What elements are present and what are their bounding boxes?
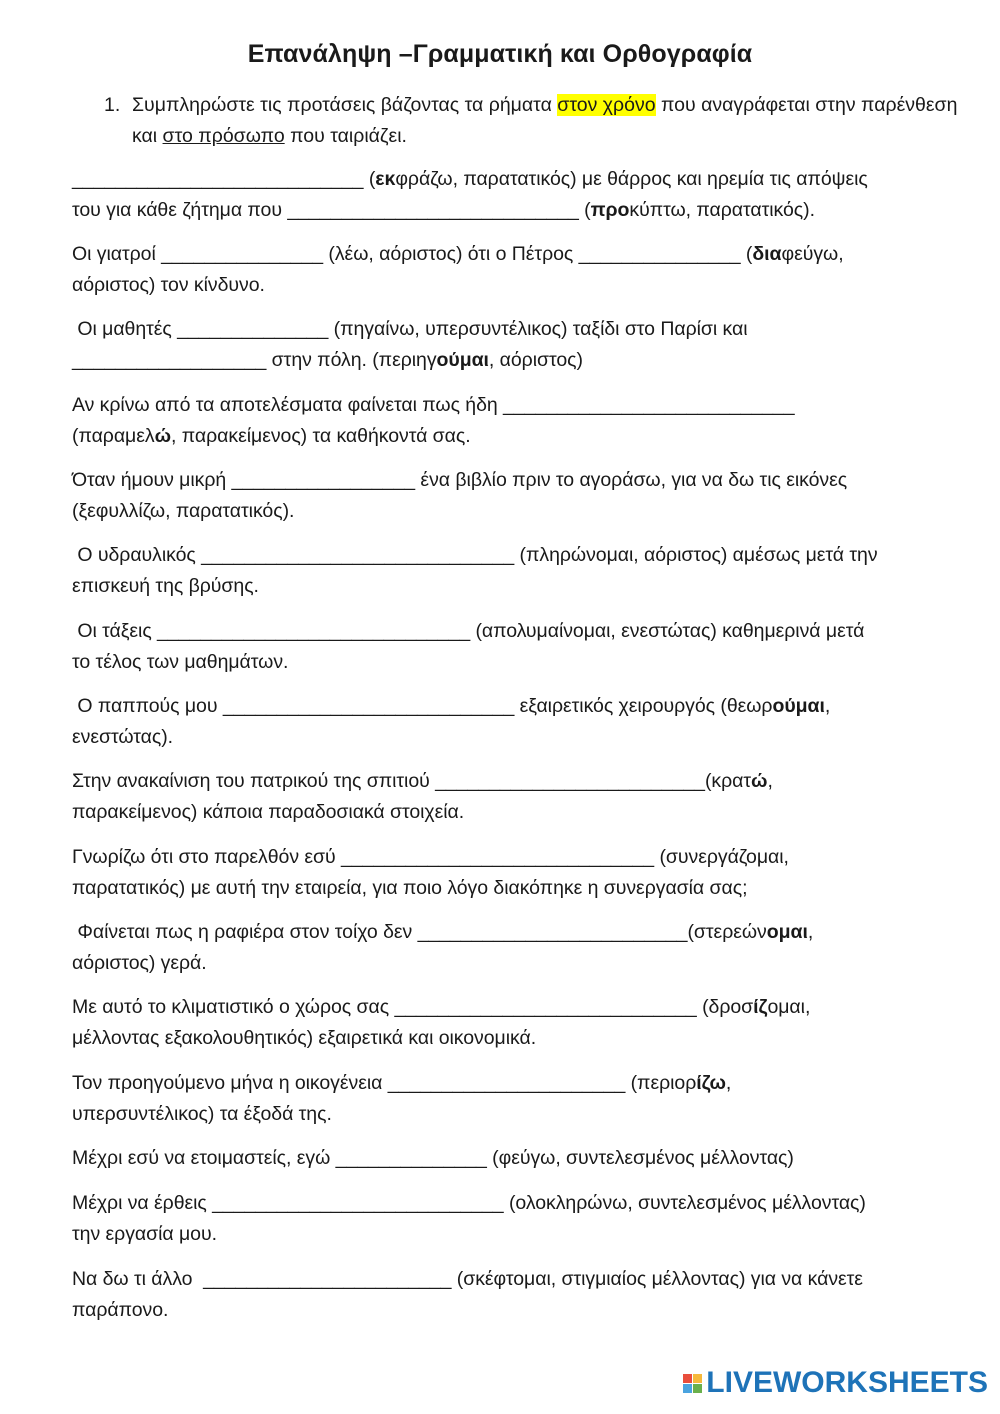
exercise-text: Γνωρίζω ότι στο παρελθόν εσύ _____________________________ (συνεργάζομαι,	[72, 846, 789, 868]
exercise-text: υπερσυντέλικος) τα έξοδά της.	[72, 1103, 332, 1125]
exercise-text: ,	[824, 695, 831, 717]
exercise-text: παράπονο.	[72, 1299, 169, 1321]
exercise-item	[72, 1264, 962, 1326]
exercise-text: Οι γιατροί _______________ (λέω, αόριστος) ότι ο Πέτρος _______________ (	[72, 243, 753, 265]
brand-name: LIVEWORKSHEETS	[706, 1366, 988, 1399]
exercise-text: αόριστος) τον κίνδυνο.	[72, 274, 265, 296]
bold-word-part: δια	[752, 243, 782, 265]
bold-word-part: ώ	[751, 770, 768, 792]
exercise-item	[72, 465, 962, 527]
exercise-text: παρατατικός) με αυτή την εταιρεία, για ποιο λόγο διακόπηκε η συνεργασία σας;	[72, 877, 748, 899]
logo-icon	[683, 1374, 702, 1393]
bold-word-part: ομαι	[766, 921, 808, 943]
exercise-text: Αν κρίνω από τα αποτελέσματα φαίνεται πως ήδη ___________________________	[72, 394, 795, 416]
bold-word-part: προ	[590, 199, 630, 221]
bold-word-part: ούμαι	[772, 695, 825, 717]
exercise-text: ενεστώτας).	[72, 726, 174, 748]
exercise-item	[72, 616, 962, 678]
exercise-text: την εργασία μου.	[72, 1223, 217, 1245]
exercise-text: Όταν ήμουν μικρή _________________ ένα βιβλίο πριν το αγοράσω, για να δω τις εικόνες	[72, 469, 848, 491]
exercise-item	[72, 1188, 962, 1250]
exercise-text: αόριστος) γερά.	[72, 952, 207, 974]
logo-square	[693, 1374, 702, 1383]
exercise-text: Να δω τι άλλο _______________________ (σκέφτομαι, στιγμιαίος μέλλοντας) για να κάνετε	[72, 1268, 863, 1290]
logo-square	[693, 1384, 702, 1393]
instruction-text	[132, 90, 964, 152]
exercise-item	[72, 992, 962, 1054]
instruction-text-part: που ταιριάζει.	[284, 125, 407, 147]
exercise-text: Στην ανακαίνιση του πατρικού της σπιτιού _________________________(κρατ	[72, 770, 752, 792]
page-title: Επανάληψη –Γραμματική και Ορθογραφία	[247, 40, 753, 68]
exercise-text: Οι μαθητές ______________ (πηγαίνω, υπερσυντέλικος) ταξίδι στο Παρίσι και	[72, 318, 748, 340]
exercise-text: Ο υδραυλικός _____________________________ (πληρώνομαι, αόριστος) αμέσως μετά την	[72, 544, 878, 566]
exercise-item	[72, 164, 962, 226]
exercise-text: φεύγω,	[781, 243, 844, 265]
bold-word-part: ούμαι	[436, 349, 489, 371]
bold-word-part: ώ	[154, 425, 172, 447]
exercise-text: το τέλος των μαθημάτων.	[72, 651, 289, 673]
liveworksheets-logo	[683, 1366, 988, 1400]
exercise-text: κύπτω, παρατατικός).	[629, 199, 815, 221]
bold-word-part: ίζω	[696, 1072, 726, 1094]
exercise-item	[72, 1143, 962, 1174]
highlighted-text: στον χρόνο	[557, 94, 656, 116]
exercise-text: ομαι,	[767, 996, 811, 1018]
exercise-item	[72, 1068, 962, 1130]
instruction	[104, 90, 964, 152]
exercise-text: , αόριστος)	[488, 349, 583, 371]
exercise-text: ,	[767, 770, 773, 792]
exercise-item	[72, 390, 962, 452]
exercise-text: Ο παππούς μου ___________________________ εξαιρετικός χειρουργός (θεωρ	[72, 695, 773, 717]
instruction-text-part: Συμπληρώστε τις προτάσεις βάζοντας τα ρήματα	[132, 94, 558, 116]
exercise-text: __________________ στην πόλη. (περιηγ	[72, 349, 437, 371]
exercise-text: , παρακείμενος) τα καθήκοντά σας.	[171, 425, 471, 447]
exercise-item	[72, 917, 962, 979]
exercise-text: Μέχρι εσύ να ετοιμαστείς, εγώ ______________ (φεύγω, συντελεσμένος μέλλοντας)	[72, 1147, 794, 1169]
logo-square	[683, 1384, 692, 1393]
exercise-text: (ξεφυλλίζω, παρατατικός).	[72, 500, 295, 522]
exercise-text: του για κάθε ζήτημα που ___________________________ (	[72, 199, 591, 221]
exercise-text: επισκευή της βρύσης.	[72, 575, 259, 597]
exercise-text: μέλλοντας εξακολουθητικός) εξαιρετικά και οικονομικά.	[72, 1027, 537, 1049]
bold-word-part: ίζ	[753, 996, 768, 1018]
exercise-item	[72, 314, 962, 376]
instruction-text-part: που αναγράφεται στην παρένθεση και	[132, 94, 958, 147]
exercise-item	[72, 842, 962, 904]
instruction-number: 1.	[104, 94, 121, 116]
exercise-text: φράζω, παρατατικός) με θάρρος και ηρεμία τις απόψεις	[395, 168, 868, 190]
exercise-text: ,	[807, 921, 814, 943]
exercise-text: Τον προηγούμενο μήνα η οικογένεια ______________________ (περιορ	[72, 1072, 697, 1094]
bold-word-part: εκ	[375, 168, 396, 190]
logo-square	[683, 1374, 692, 1383]
exercise-item	[72, 540, 962, 602]
exercise-item	[72, 239, 962, 301]
exercise-text: Φαίνεται πως η ραφιέρα στον τοίχο δεν _________________________(στερεών	[72, 921, 767, 943]
exercise-text: ,	[725, 1072, 732, 1094]
exercise-text: παρακείμενος) κάποια παραδοσιακά στοιχεία.	[72, 801, 465, 823]
exercise-item	[72, 766, 962, 828]
exercise-text: ___________________________ (	[72, 168, 376, 190]
exercise-item	[72, 691, 962, 753]
exercise-text: Με αυτό το κλιματιστικό ο χώρος σας ____________________________ (δροσ	[72, 996, 754, 1018]
exercise-text: Οι τάξεις _____________________________ (απολυμαίνομαι, ενεστώτας) καθημερινά μετά	[72, 620, 865, 642]
exercise-text: (παραμελ	[72, 425, 155, 447]
underlined-text: στο πρόσωπο	[162, 125, 285, 147]
exercise-text: Μέχρι να έρθεις ___________________________ (ολοκληρώνω, συντελεσμένος μέλλοντας)	[72, 1192, 866, 1214]
